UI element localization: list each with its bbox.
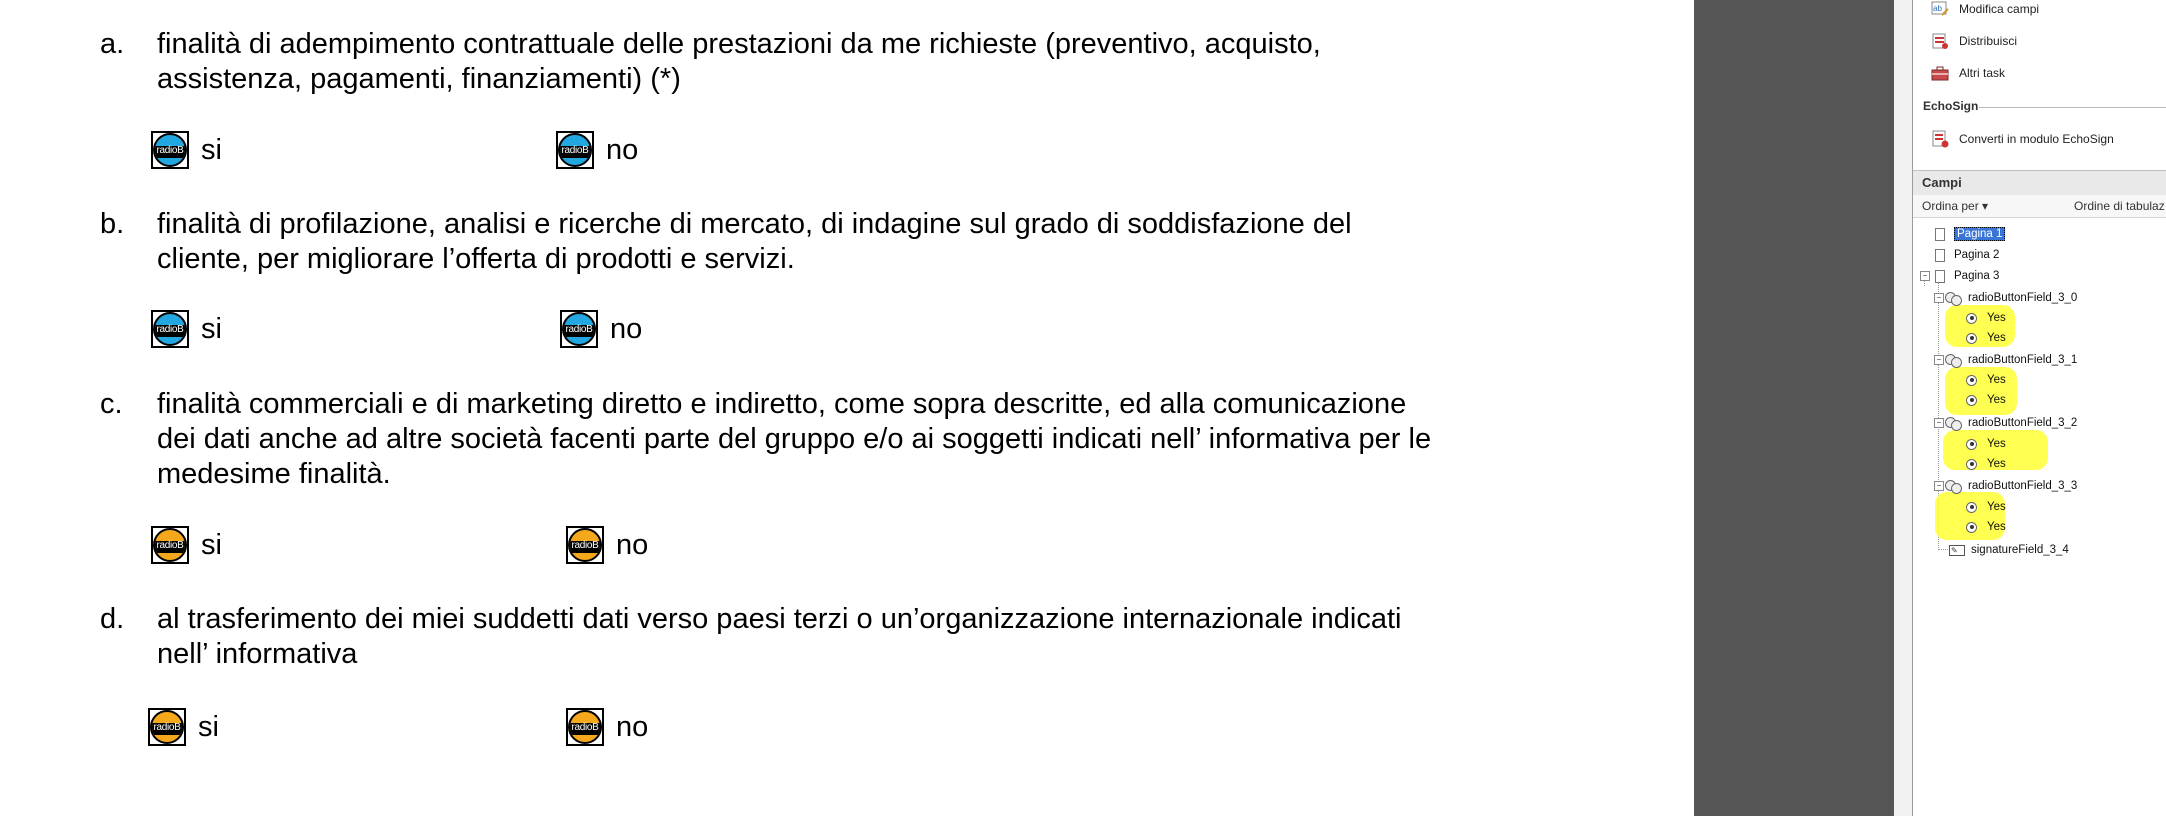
option-label: si	[201, 134, 222, 166]
radio-a-si[interactable]	[151, 131, 222, 169]
radio-button-field[interactable]: radioB	[560, 310, 598, 348]
radio-button-field[interactable]: radioB	[148, 708, 186, 746]
tree-radio-option[interactable]	[1966, 370, 2006, 390]
tree-page-1[interactable]	[1935, 224, 2005, 244]
page-icon	[1935, 270, 1945, 283]
tree-label: radioButtonField_3_2	[1968, 417, 2078, 429]
task-other[interactable]	[1931, 64, 2005, 82]
radio-c-no[interactable]	[566, 526, 648, 564]
fields-section-header[interactable]	[1913, 170, 2166, 196]
task-edit-fields[interactable]	[1931, 0, 2039, 18]
svg-text:ab: ab	[1933, 4, 1942, 13]
tree-radio-option[interactable]	[1966, 454, 2006, 474]
viewer-gutter	[1694, 0, 1894, 816]
radio-group-icon	[1945, 353, 1963, 367]
radio-d-no[interactable]	[566, 708, 648, 746]
option-label: si	[201, 313, 222, 345]
radio-button-field[interactable]: radioB	[566, 526, 604, 564]
radio-button-field[interactable]: radioB	[151, 526, 189, 564]
radio-a-no[interactable]	[556, 131, 638, 169]
tree-label: Yes	[1987, 332, 2006, 344]
task-label: Altri task	[1959, 66, 2006, 80]
tree-page-3[interactable]	[1935, 266, 1999, 286]
item-letter: d.	[100, 603, 125, 635]
task-label: Distribuisci	[1959, 34, 2018, 48]
tree-connector	[1938, 549, 1948, 550]
tree-radio-group-2[interactable]	[1945, 413, 2077, 433]
panel-splitter[interactable]	[1894, 0, 1913, 816]
tree-radio-option[interactable]	[1966, 517, 2006, 537]
sort-by-dropdown[interactable]: Ordina per ▾	[1922, 199, 1989, 213]
tree-label: Pagina 3	[1954, 270, 2000, 282]
tab-order-button[interactable]: Ordine di tabulaz	[2074, 199, 2165, 213]
tree-label: Yes	[1987, 501, 2006, 513]
tree-radio-group-3[interactable]	[1945, 476, 2077, 496]
task-label: Converti in modulo EchoSign	[1959, 132, 2114, 146]
tree-label: Yes	[1987, 374, 2006, 386]
tree-radio-option[interactable]	[1966, 497, 2006, 517]
tree-page-2[interactable]	[1935, 245, 1999, 265]
option-label: no	[616, 711, 649, 743]
option-label: no	[616, 529, 649, 561]
echosign-convert-icon	[1931, 130, 1949, 148]
radio-option-icon	[1966, 522, 1977, 533]
collapse-toggle[interactable]: −	[1920, 271, 1930, 281]
item-letter: c.	[100, 388, 123, 420]
collapse-toggle[interactable]: −	[1934, 418, 1944, 428]
radio-group-icon	[1945, 479, 1963, 493]
task-distribute[interactable]	[1931, 32, 2017, 50]
radio-d-si[interactable]	[148, 708, 219, 746]
task-label: Modifica campi	[1959, 2, 2040, 16]
radio-option-icon	[1966, 333, 1977, 344]
tree-radio-option[interactable]	[1966, 434, 2006, 454]
sort-toolbar	[1913, 195, 2166, 218]
radio-group-icon	[1945, 291, 1963, 305]
fields-task-panel	[1913, 0, 2166, 816]
toolbox-icon	[1931, 64, 1949, 82]
option-label: no	[610, 313, 643, 345]
radio-button-field[interactable]: radioB	[556, 131, 594, 169]
tree-radio-group-1[interactable]	[1945, 350, 2077, 370]
radio-option-icon	[1966, 395, 1977, 406]
item-text: finalità di adempimento contrattuale delle prestazioni da me richieste (preventivo, acquisto, assistenza, pagamenti, finanziamenti) (*)	[157, 28, 1321, 95]
tree-label: Pagina 1	[1954, 227, 2005, 241]
page-icon	[1935, 249, 1945, 262]
radio-option-icon	[1966, 439, 1977, 450]
option-label: si	[201, 529, 222, 561]
item-text: finalità commerciali e di marketing diretto e indiretto, come sopra descritte, ed alla comunicazione dei dati anche ad altre società facenti parte del gruppo e/o ai soggetti indicati nell’ informativa per le medesime finalità.	[157, 388, 1432, 490]
item-letter: a.	[100, 28, 125, 60]
radio-b-no[interactable]	[560, 310, 642, 348]
collapse-toggle[interactable]: −	[1934, 293, 1944, 303]
edit-fields-icon	[1931, 0, 1949, 18]
radio-button-field[interactable]: radioB	[151, 131, 189, 169]
radio-c-si[interactable]	[151, 526, 222, 564]
tree-label: Yes	[1987, 458, 2006, 470]
echosign-header: EchoSign	[1923, 99, 1979, 113]
page-icon	[1935, 228, 1945, 241]
tree-label: signatureField_3_4	[1971, 544, 2069, 556]
tree-label: Yes	[1987, 438, 2006, 450]
tree-signature-field[interactable]	[1949, 540, 2069, 560]
tree-label: radioButtonField_3_1	[1968, 354, 2078, 366]
option-label: si	[198, 711, 219, 743]
item-text: finalità di profilazione, analisi e ricerche di mercato, di indagine sul grado di soddisfazione del cliente, per migliorare l’offerta di prodotti e servizi.	[157, 208, 1352, 275]
radio-group-icon	[1945, 416, 1963, 430]
tree-radio-group-0[interactable]	[1945, 288, 2077, 308]
item-letter: b.	[100, 208, 125, 240]
radio-option-icon	[1966, 502, 1977, 513]
radio-button-field[interactable]: radioB	[566, 708, 604, 746]
task-echosign-convert[interactable]	[1931, 130, 2114, 148]
tree-radio-option[interactable]	[1966, 390, 2006, 410]
tree-label: radioButtonField_3_0	[1968, 292, 2078, 304]
option-label: no	[606, 134, 639, 166]
tree-label: Yes	[1987, 394, 2006, 406]
collapse-toggle[interactable]: −	[1934, 481, 1944, 491]
radio-option-icon	[1966, 375, 1977, 386]
tree-label: radioButtonField_3_3	[1968, 480, 2078, 492]
item-text: al trasferimento dei miei suddetti dati verso paesi terzi o un’organizzazione internazionale indicati nell’ informativa	[157, 603, 1402, 670]
tree-label: Yes	[1987, 312, 2006, 324]
tree-label: Pagina 2	[1954, 249, 2000, 261]
signature-field-icon: ✎	[1949, 545, 1965, 556]
collapse-toggle[interactable]: −	[1934, 355, 1944, 365]
fields-header-label: Campi	[1922, 175, 1962, 190]
tree-radio-option[interactable]	[1966, 328, 2006, 348]
radio-option-icon	[1966, 313, 1977, 324]
section-divider	[1979, 107, 2166, 108]
radio-option-icon	[1966, 459, 1977, 470]
radio-button-field[interactable]: radioB	[151, 310, 189, 348]
tree-label: Yes	[1987, 521, 2006, 533]
distribute-icon	[1931, 32, 1949, 50]
tree-radio-option[interactable]	[1966, 308, 2006, 328]
radio-b-si[interactable]	[151, 310, 222, 348]
